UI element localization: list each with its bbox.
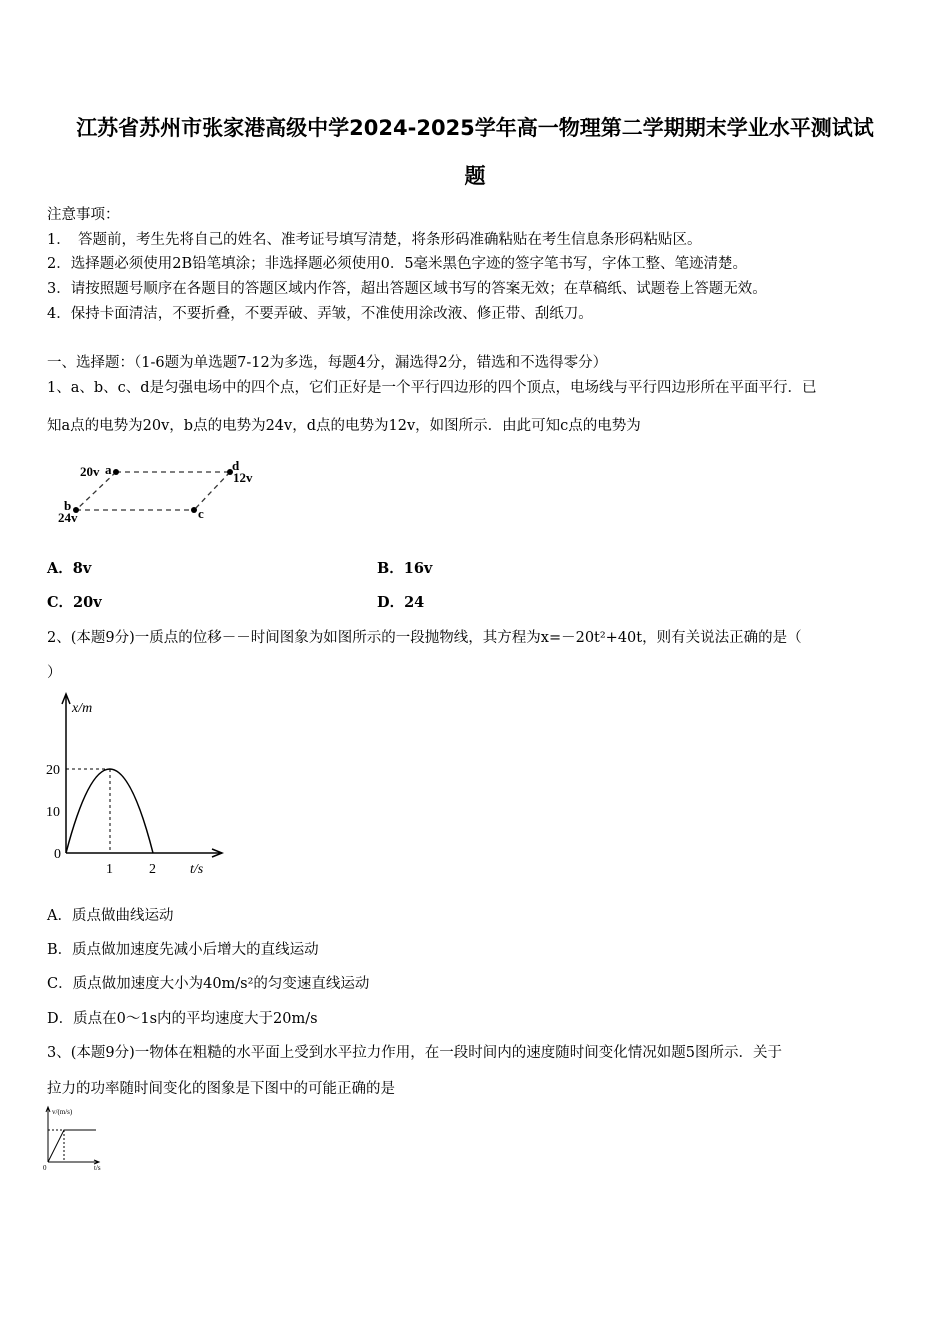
y-tick: 0 (54, 847, 61, 862)
q3-text-line1: 3、(本题9分)一物体在粗糙的水平面上受到水平拉力作用，在一段时间内的速度随时间变化情况如题5图所示．关于 (47, 1045, 782, 1061)
notice-item: 4．保持卡面清洁，不要折叠，不要弄破、弄皱，不准使用涂改液、修正带、刮纸刀。 (47, 306, 593, 322)
label-a: a (105, 462, 112, 477)
q3-velocity-time-graph (40, 1104, 120, 1174)
notice-item: 3．请按照题号顺序在各题目的答题区域内作答，超出答题区域书写的答案无效；在草稿纸、试题卷上答题无效。 (47, 281, 767, 297)
q1-option-b: B．16v (377, 560, 433, 577)
section-heading: 一、选择题：（1-6题为单选题7-12为多选，每题4分，漏选得2分，错选和不选得零分） (47, 355, 608, 371)
label-c: c (198, 506, 204, 521)
q1-option-c: C．20v (47, 594, 102, 611)
label-va: 20v (80, 464, 100, 479)
q2-option-d: D．质点在0～1s内的平均速度大于20m/s (47, 1011, 318, 1027)
q1-text-line1: 1、a、b、c、d是匀强电场中的四个点，它们正好是一个平行四边形的四个顶点，电场线与平行四边形所在平面平行．已 (47, 380, 817, 396)
q1-option-a: A．8v (47, 560, 92, 577)
q2-displacement-time-graph (40, 688, 230, 883)
notice-heading: 注意事项： (47, 207, 120, 223)
x-axis-label: t/s (94, 1164, 101, 1172)
y-axis-label: x/m (72, 701, 93, 716)
label-d: d (232, 458, 240, 473)
label-vb: 24v (58, 510, 78, 525)
y-axis-label: v/(m/s) (52, 1108, 73, 1116)
notice-item: 2．选择题必须使用2B铅笔填涂；非选择题必须使用0．5毫米黑色字迹的签字笔书写，字体工整、笔迹清楚。 (47, 256, 748, 272)
q2-option-c: C．质点做加速度大小为40m/s²的匀变速直线运动 (47, 976, 370, 992)
q1-option-d: D．24 (377, 594, 425, 611)
origin-label: 0 (43, 1164, 47, 1172)
label-b: b (64, 498, 72, 513)
q3-text-line2: 拉力的功率随时间变化的图象是下图中的可能正确的是 (47, 1081, 395, 1097)
y-tick: 10 (46, 805, 60, 820)
notice-item: 1． 答题前，考生先将自己的姓名、准考证号填写清楚，将条形码准确粘贴在考生信息条形码粘贴区。 (47, 232, 702, 248)
y-tick: 20 (46, 763, 60, 778)
x-axis-label: t/s (190, 862, 204, 877)
x-tick: 1 (106, 862, 113, 877)
q2-text-line2: ） (47, 665, 62, 681)
q1-text-line2: 知a点的电势为20v，b点的电势为24v，d点的电势为12v，如图所示．由此可知c点的电势为 (47, 418, 641, 434)
q1-parallelogram-figure (40, 450, 280, 530)
document-title-line2: 题 (464, 164, 486, 188)
label-vd: 12v (233, 470, 253, 485)
q2-option-a: A．质点做曲线运动 (47, 908, 174, 924)
x-tick: 2 (149, 862, 156, 877)
q2-option-b: B．质点做加速度先减小后增大的直线运动 (47, 942, 319, 958)
q2-text-line1: 2、(本题9分)一质点的位移－－时间图象为如图所示的一段抛物线，其方程为x=－20t²+40t，则有关说法正确的是（ (47, 630, 802, 646)
document-title-line1: 江苏省苏州市张家港高级中学2024-2025学年高一物理第二学期期末学业水平测试试 (76, 116, 874, 140)
